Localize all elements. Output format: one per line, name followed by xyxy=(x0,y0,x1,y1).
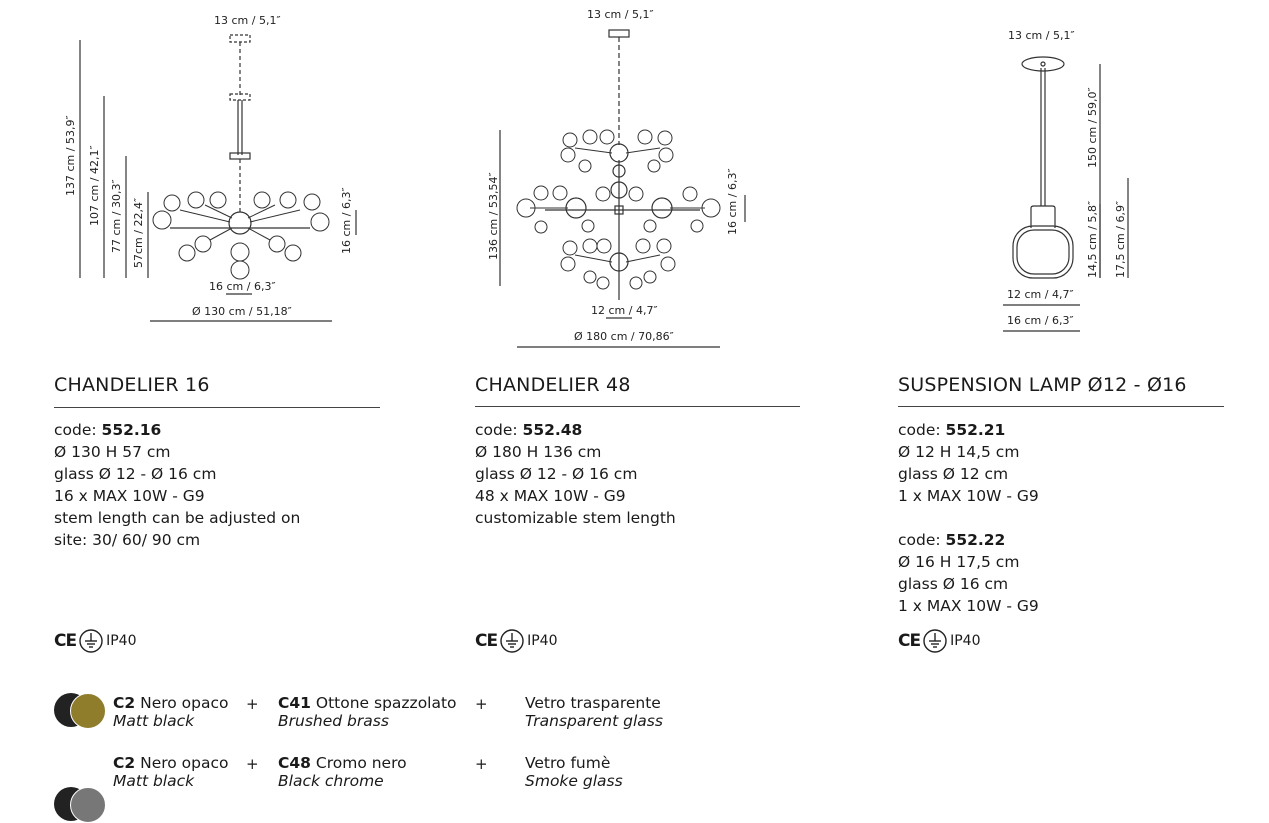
dim-height-small: 14,5 cm / 5,8″ xyxy=(1086,200,1099,278)
dim-glass-width: 12 cm / 4,7″ xyxy=(591,304,658,317)
spec-line: site: 30/ 60/ 90 cm xyxy=(54,531,201,549)
product-title: SUSPENSION LAMP Ø12 - Ø16 xyxy=(898,374,1187,396)
finish-name-en: Matt black xyxy=(113,772,195,790)
dim-width-small: 12 cm / 4,7″ xyxy=(1007,288,1074,301)
finish-swatch xyxy=(54,787,104,821)
chandelier-16-drawing xyxy=(80,35,356,321)
product-specs xyxy=(475,419,676,529)
plus-sign: + xyxy=(246,695,259,713)
dim-glass-height: 16 cm / 6,3″ xyxy=(726,168,739,235)
dim-diameter: Ø 130 cm / 51,18″ xyxy=(192,305,292,318)
product-title: CHANDELIER 48 xyxy=(475,374,631,396)
ip-rating: IP40 xyxy=(950,633,981,649)
dim-top-width: 13 cm / 5,1″ xyxy=(214,14,281,27)
spec-line: glass Ø 12 - Ø 16 cm xyxy=(54,465,217,483)
finish-swatch xyxy=(54,693,104,727)
glass-finish xyxy=(525,694,663,730)
dim-height-77: 77 cm / 30,3″ xyxy=(110,179,123,253)
glass-name: Vetro fumè xyxy=(525,754,611,772)
glass-name-en: Transparent glass xyxy=(525,712,663,730)
dim-glass-height: 16 cm / 6,3″ xyxy=(340,187,353,254)
plus-sign: + xyxy=(246,755,259,773)
dim-height-large: 17,5 cm / 6,9″ xyxy=(1114,200,1127,278)
title-divider xyxy=(475,406,800,407)
dim-glass-width: 16 cm / 6,3″ xyxy=(209,280,276,293)
product-code: 552.16 xyxy=(101,421,162,439)
plus-sign: + xyxy=(475,755,488,773)
certification-marks xyxy=(898,628,980,654)
code-line: code: 552.48 xyxy=(475,421,583,439)
dim-height-57: 57cm / 22,4″ xyxy=(132,197,145,268)
ip-rating: IP40 xyxy=(106,633,137,649)
dim-height-107: 107 cm / 42,1″ xyxy=(88,145,101,226)
dim-diameter: Ø 180 cm / 70,86″ xyxy=(574,330,674,343)
code-line: code: 552.22 xyxy=(898,531,1006,549)
finish-code: C41 xyxy=(278,694,311,712)
ce-mark: CE xyxy=(475,631,498,651)
ip-rating: IP40 xyxy=(527,633,558,649)
glass-finish xyxy=(525,754,623,790)
dim-total-height: 136 cm / 53,54″ xyxy=(487,172,500,260)
ground-icon xyxy=(78,628,104,654)
dim-width-large: 16 cm / 6,3″ xyxy=(1007,314,1074,327)
finish-name: Cromo nero xyxy=(310,754,407,772)
finish-name-en: Matt black xyxy=(113,712,195,730)
ground-icon xyxy=(499,628,525,654)
swatch-accent-color xyxy=(70,787,106,823)
spec-line: Ø 16 H 17,5 cm xyxy=(898,553,1020,571)
certification-marks xyxy=(54,628,136,654)
finish-code: C2 xyxy=(113,694,136,712)
product-code: 552.21 xyxy=(945,421,1006,439)
certification-marks xyxy=(475,628,557,654)
finish-name: Ottone spazzolato xyxy=(310,694,457,712)
accent-finish xyxy=(278,754,407,790)
swatch-accent-color xyxy=(70,693,106,729)
spec-line: 16 x MAX 10W - G9 xyxy=(54,487,205,505)
spec-line: Ø 12 H 14,5 cm xyxy=(898,443,1020,461)
chandelier-48-drawing xyxy=(500,30,745,347)
finish-name-en: Brushed brass xyxy=(278,712,389,730)
spec-line: glass Ø 12 - Ø 16 cm xyxy=(475,465,638,483)
accent-finish xyxy=(278,694,457,730)
product-title: CHANDELIER 16 xyxy=(54,374,210,396)
spec-line: 48 x MAX 10W - G9 xyxy=(475,487,626,505)
finish-name: Nero opaco xyxy=(135,754,229,772)
spec-line: Ø 130 H 57 cm xyxy=(54,443,171,461)
spec-line: 1 x MAX 10W - G9 xyxy=(898,597,1039,615)
code-line: code: 552.21 xyxy=(898,421,1006,439)
frame-finish xyxy=(113,754,229,790)
ground-icon xyxy=(922,628,948,654)
title-divider xyxy=(54,407,380,408)
dim-top-width: 13 cm / 5,1″ xyxy=(1008,29,1075,42)
spec-line: glass Ø 16 cm xyxy=(898,575,1009,593)
glass-name-en: Smoke glass xyxy=(525,772,623,790)
spacer xyxy=(898,507,1039,529)
spec-line: customizable stem length xyxy=(475,509,676,527)
finish-name-en: Black chrome xyxy=(278,772,384,790)
product-specs xyxy=(54,419,300,551)
spec-line: glass Ø 12 cm xyxy=(898,465,1009,483)
ce-mark: CE xyxy=(54,631,77,651)
finish-code: C2 xyxy=(113,754,136,772)
spec-line: 1 x MAX 10W - G9 xyxy=(898,487,1039,505)
product-code: 552.48 xyxy=(522,421,583,439)
finish-code: C48 xyxy=(278,754,311,772)
spec-line: Ø 180 H 136 cm xyxy=(475,443,602,461)
frame-finish xyxy=(113,694,229,730)
title-divider xyxy=(898,406,1224,407)
finish-name: Nero opaco xyxy=(135,694,229,712)
product-code: 552.22 xyxy=(945,531,1006,549)
glass-name: Vetro trasparente xyxy=(525,694,661,712)
plus-sign: + xyxy=(475,695,488,713)
dim-total-height: 137 cm / 53,9″ xyxy=(64,115,77,196)
product-specs xyxy=(898,419,1039,617)
dim-top-width: 13 cm / 5,1″ xyxy=(587,8,654,21)
ce-mark: CE xyxy=(898,631,921,651)
code-line: code: 552.16 xyxy=(54,421,162,439)
spec-line: stem length can be adjusted on xyxy=(54,509,301,527)
dim-total-height: 150 cm / 59,0″ xyxy=(1086,87,1099,168)
